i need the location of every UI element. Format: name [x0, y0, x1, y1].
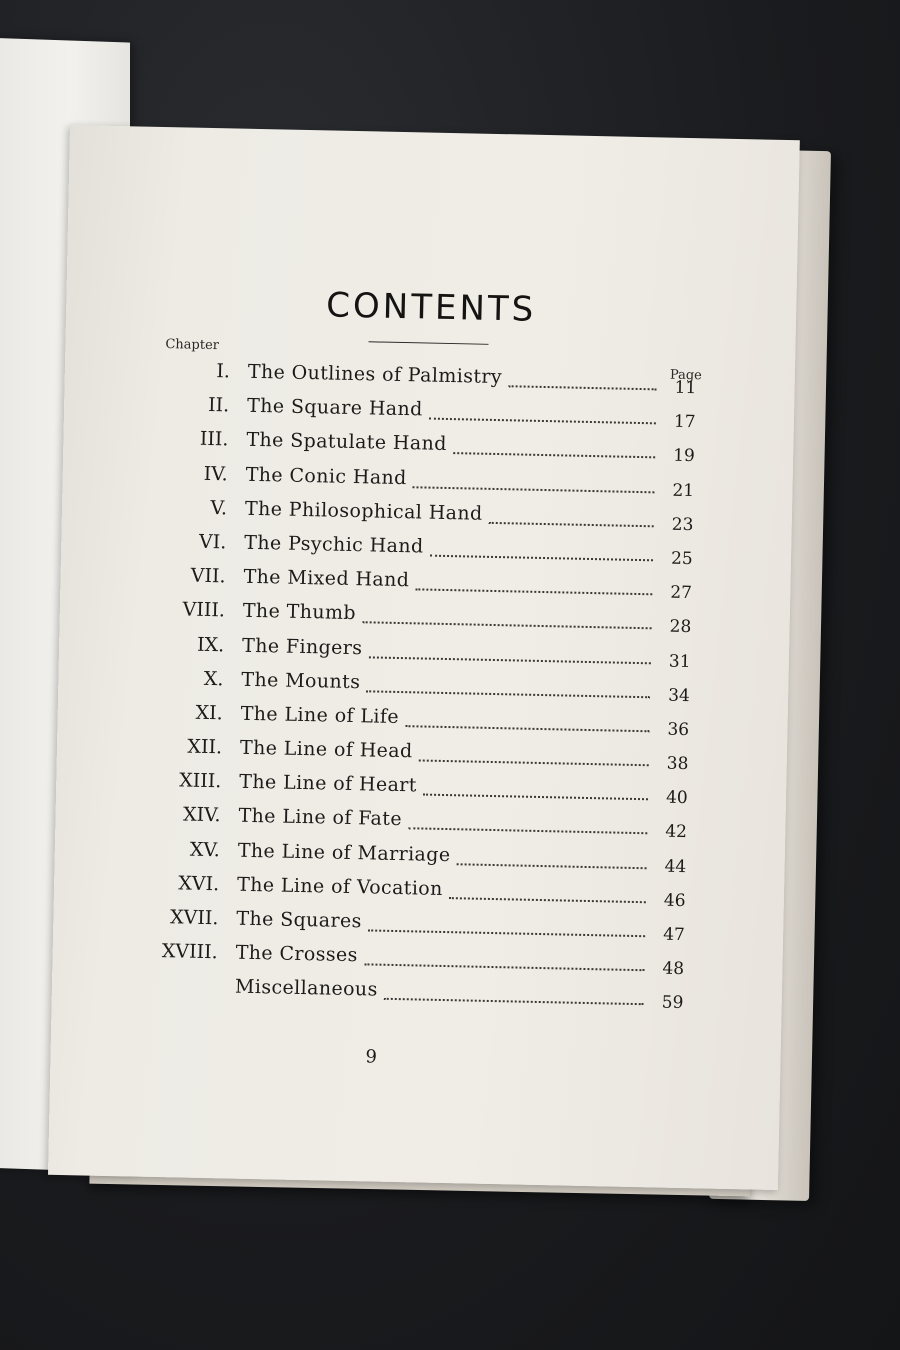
chapter-number: II. — [207, 394, 230, 417]
chapter-page-number: 21 — [672, 480, 695, 501]
chapter-page-number: 34 — [667, 685, 691, 706]
chapter-page-number: 25 — [670, 548, 693, 570]
dot-leader — [449, 883, 646, 903]
chapter-number: I. — [216, 360, 231, 383]
dot-leader — [368, 915, 645, 937]
chapter-number: XIV. — [182, 803, 221, 827]
dot-leader — [364, 950, 645, 972]
chapter-page-number: 47 — [662, 924, 686, 946]
chapter-number: XVI. — [178, 872, 220, 896]
chapter-title: The Line of Fate — [238, 805, 403, 831]
chapter-page-number: 23 — [671, 514, 694, 535]
chapter-column-header: Chapter — [165, 337, 220, 354]
chapter-number: XVII. — [169, 906, 219, 930]
page-column-header: Page — [669, 367, 702, 384]
chapter-number: XII. — [187, 735, 223, 759]
contents-page — [48, 125, 800, 1190]
dot-leader — [369, 642, 652, 664]
chapter-page-number: 44 — [664, 856, 687, 877]
chapter-title: The Squares — [236, 907, 363, 933]
chapter-page-number: 38 — [666, 753, 689, 775]
chapter-title: The Line of Head — [239, 736, 413, 763]
chapter-number: XIII. — [178, 769, 222, 793]
dot-leader — [367, 676, 651, 698]
chapter-title: The Line of Vocation — [236, 873, 444, 900]
dot-leader — [419, 746, 649, 767]
chapter-number: VIII. — [182, 598, 226, 622]
title-rule — [369, 341, 489, 345]
dot-leader — [362, 608, 652, 630]
chapter-page-number: 27 — [670, 582, 693, 604]
chapter-number: VI. — [198, 530, 227, 554]
chapter-page-number: 19 — [672, 446, 696, 467]
dot-leader — [405, 711, 650, 732]
chapter-number: VII. — [190, 564, 226, 588]
chapter-number: XVIII. — [161, 940, 218, 964]
chapter-page-number: 17 — [673, 411, 696, 433]
chapter-page-number: 42 — [665, 822, 688, 843]
chapter-page-number: 46 — [663, 890, 686, 911]
chapter-title: The Mounts — [241, 668, 361, 693]
dot-leader — [453, 438, 655, 458]
page-title: CONTENTS — [325, 285, 537, 330]
dot-leader — [508, 371, 657, 390]
chapter-page-number: 40 — [665, 787, 688, 809]
chapter-page-number: 48 — [662, 958, 685, 980]
dot-leader — [429, 404, 656, 425]
chapter-page-number: 31 — [668, 651, 691, 672]
chapter-title: The Line of Life — [240, 702, 400, 728]
chapter-title: The Mixed Hand — [243, 565, 410, 592]
chapter-number: XI. — [195, 701, 223, 725]
chapter-number: IX. — [196, 633, 225, 656]
chapter-title: The Conic Hand — [245, 463, 407, 489]
dot-leader — [408, 814, 647, 835]
chapter-title: The Outlines of Palmistry — [247, 360, 503, 389]
chapter-title: The Philosophical Hand — [244, 497, 483, 525]
contents-list — [52, 357, 795, 1022]
dot-leader — [384, 984, 644, 1005]
chapter-number: XV. — [189, 838, 221, 861]
chapter-title: The Square Hand — [246, 394, 423, 421]
chapter-number: V. — [210, 496, 228, 520]
chapter-title: The Line of Heart — [239, 770, 418, 797]
dot-leader — [489, 508, 654, 527]
chapter-page-number: 59 — [661, 992, 684, 1014]
dot-leader — [413, 472, 655, 493]
chapter-page-number: 36 — [667, 719, 690, 740]
chapter-number: III. — [199, 428, 229, 451]
chapter-number: IV. — [203, 462, 228, 485]
chapter-page-number: 28 — [669, 616, 692, 638]
dot-leader — [416, 574, 653, 595]
dot-leader — [430, 541, 654, 562]
page-number: 9 — [365, 1046, 378, 1068]
chapter-page-number: 11 — [674, 377, 697, 399]
chapter-title: The Crosses — [235, 941, 359, 967]
chapter-title: Miscellaneous — [234, 976, 378, 1002]
chapter-title: The Line of Marriage — [237, 839, 451, 866]
chapter-number: X. — [203, 667, 224, 691]
dot-leader — [457, 849, 647, 869]
chapter-title: The Spatulate Hand — [246, 429, 448, 456]
chapter-title: The Psychic Hand — [244, 531, 424, 558]
chapter-title: The Fingers — [241, 634, 363, 659]
chapter-title: The Thumb — [242, 600, 357, 625]
dot-leader — [423, 780, 648, 801]
